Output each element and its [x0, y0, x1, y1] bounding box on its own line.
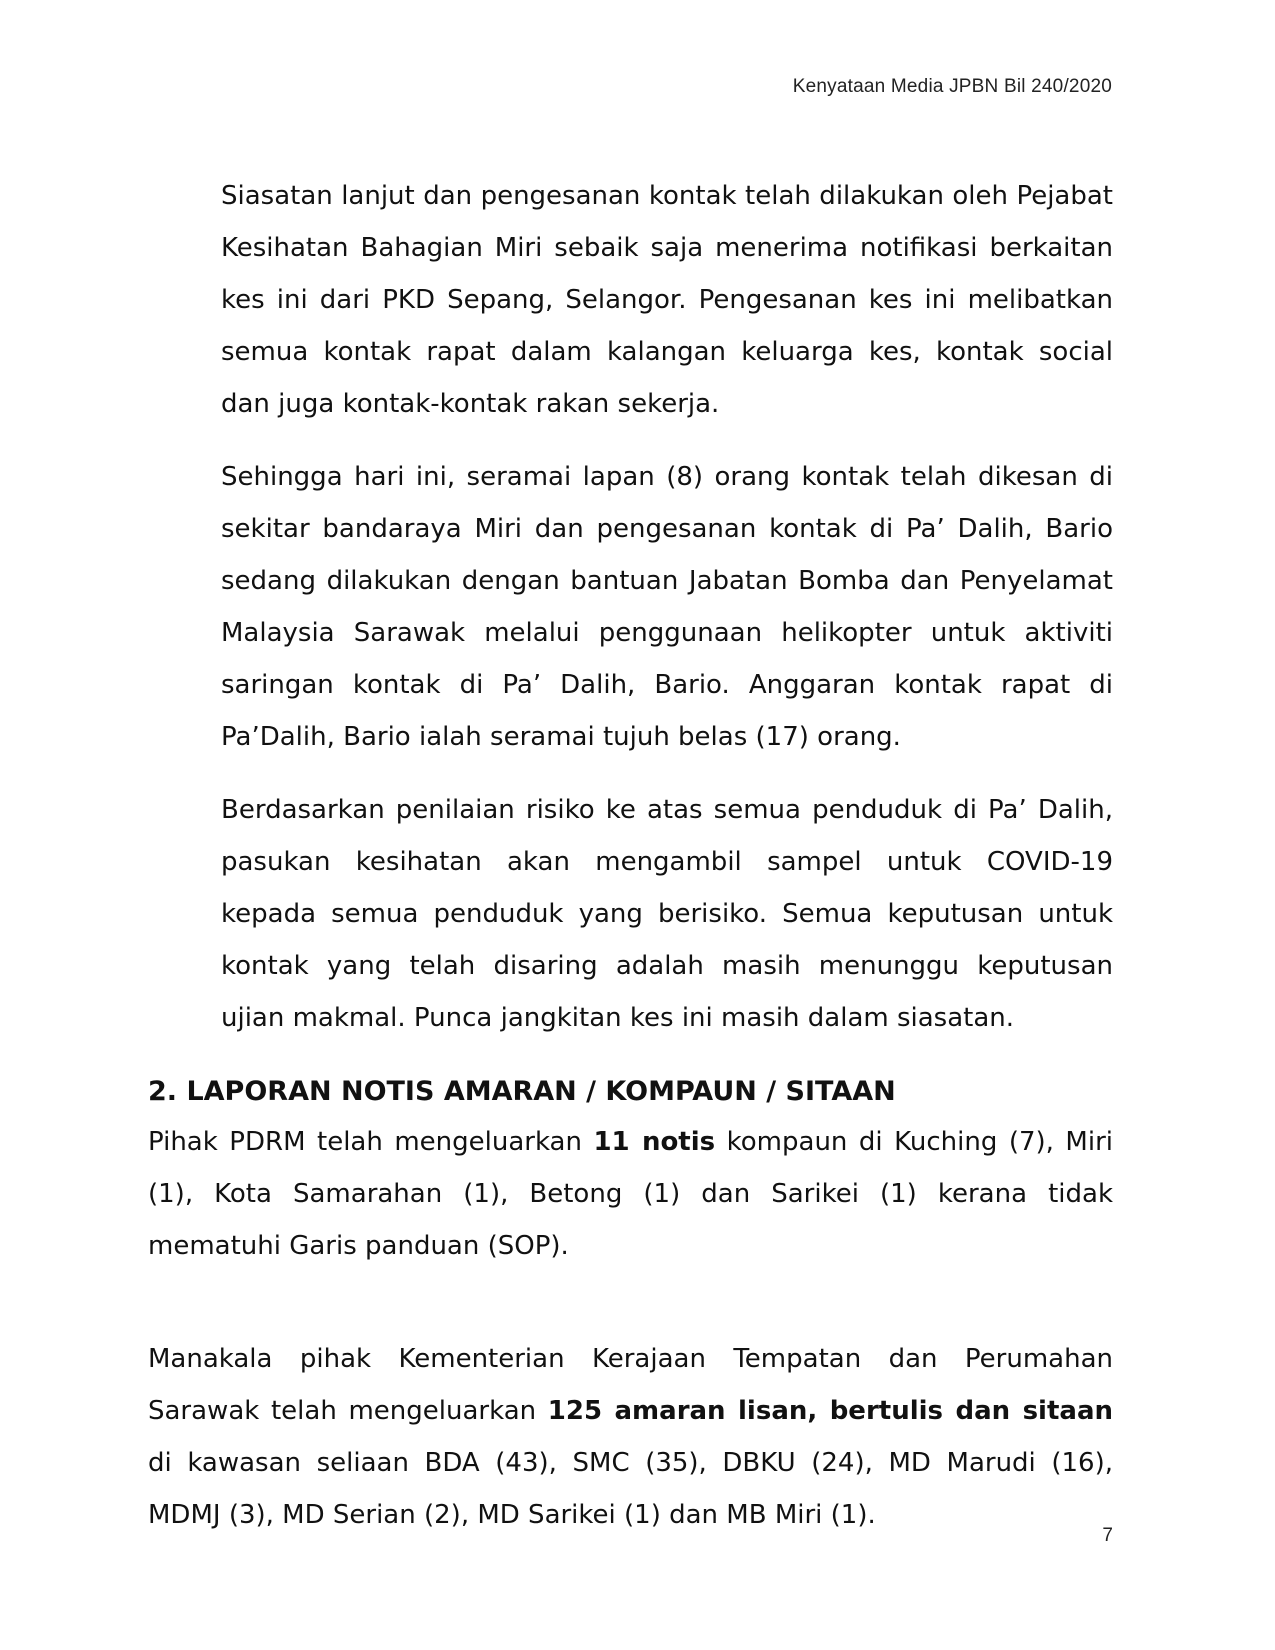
- paragraph-risk-assessment: Berdasarkan penilaian risiko ke atas semua penduduk di Pa’ Dalih, pasukan kesihatan akan mengambil sampel untuk COVID-19 kepada semua penduduk yang berisiko. Semua keputusan untuk kontak yang telah disaring adalah masih menunggu keputusan ujian makmal. Punca jangkitan kes ini masih dalam siasatan.: [221, 795, 1113, 1033]
- text-segment: Pihak PDRM telah mengeluarkan: [148, 1127, 594, 1157]
- section-heading: 2. LAPORAN NOTIS AMARAN / KOMPAUN / SITAAN: [148, 1076, 896, 1107]
- bold-count: 11 notis: [593, 1127, 716, 1157]
- bold-count: 125 amaran lisan, bertulis dan sitaan: [547, 1396, 1113, 1426]
- text-segment: Manakala pihak Kementerian Kerajaan Tempatan dan Perumahan Sarawak telah mengeluarkan: [148, 1344, 1113, 1426]
- paragraph-contacts-traced: Sehingga hari ini, seramai lapan (8) orang kontak telah dikesan di sekitar bandaraya Miri dan pengesanan kontak di Pa’ Dalih, Bario sedang dilakukan dengan bantuan Jabatan Bomba dan Penyelamat Malaysia Sarawak melalui penggunaan helikopter untuk aktiviti saringan kontak di Pa’ Dalih, Bario. Anggaran kontak rapat di Pa’Dalih, Bario ialah seramai tujuh belas (17) orang.: [221, 462, 1113, 752]
- paragraph-pdrm-notices: [148, 1116, 1113, 1272]
- paragraph-ministry-warnings: [148, 1333, 1113, 1541]
- paragraph-investigation: Siasatan lanjut dan pengesanan kontak telah dilakukan oleh Pejabat Kesihatan Bahagian Miri sebaik saja menerima notifikasi berkaitan kes ini dari PKD Sepang, Selangor. Pengesanan kes ini melibatkan semua kontak rapat dalam kalangan keluarga kes, kontak social dan juga kontak-kontak rakan sekerja.: [221, 181, 1113, 419]
- page-number: 7: [1102, 1525, 1113, 1546]
- document-reference: Kenyataan Media JPBN Bil 240/2020: [792, 76, 1112, 97]
- text-segment: di kawasan seliaan BDA (43), SMC (35), DBKU (24), MD Marudi (16), MDMJ (3), MD Serian (2), MD Sarikei (1) dan MB Miri (1).: [148, 1448, 1113, 1530]
- text-segment: kompaun di Kuching (7), Miri (1), Kota Samarahan (1), Betong (1) dan Sarikei (1) kerana tidak mematuhi Garis panduan (SOP).: [148, 1127, 1114, 1261]
